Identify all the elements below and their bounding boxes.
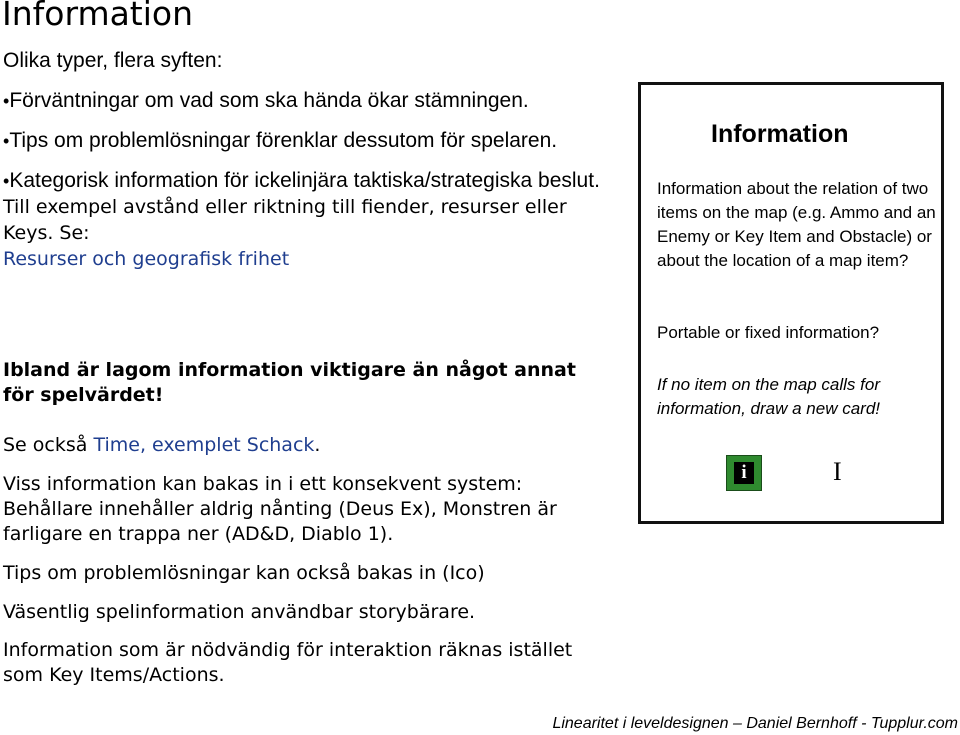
link-time-schack[interactable]: Time, exemplet Schack [93,434,315,456]
bullet-item [3,168,603,272]
paragraph-interaction: Information som är nödvändig för interaktion räknas istället som Key Items/Actions. [3,639,573,686]
info-icon [726,455,762,491]
bullet-text: Kategorisk information för ickelinjära taktiska/strategiska beslut. [9,169,600,192]
information-card [638,82,944,524]
bullet-text-verdana: Till exempel avstånd eller riktning till fiender, resurser eller Keys. Se: [3,196,567,244]
card-question: Portable or fixed information? [657,323,880,342]
bullet-dot-icon: • [3,171,10,191]
page-title: Information [2,0,194,33]
see-also-line [3,433,320,458]
emphasis-text [3,358,603,408]
paragraph-story: Väsentlig spelinformation användbar storybärare. [3,601,476,623]
see-also-prefix: Se också [3,434,94,456]
bullet-item [3,128,613,154]
card-letter: I [833,457,842,486]
intro-text: Olika typer, flera syften: [3,49,223,72]
paragraph-ico: Tips om problemlösningar kan också bakas in (Ico) [3,562,485,584]
bullet-dot-icon: • [3,91,10,111]
bullet-text: Förväntningar om vad som ska hända ökar stämningen. [9,89,529,112]
bullet-text: Tips om problemlösningar förenklar dessutom för spelaren. [9,129,558,152]
card-note: If no item on the map calls for information, draw a new card! [657,375,880,418]
bullet-item [3,88,613,114]
card-description: Information about the relation of two items on the map (e.g. Ammo and an Enemy or Key Item and Obstacle) or about the location of a map item? [657,179,936,270]
footer-credit: Linearitet i leveldesignen – Daniel Bernhoff - Tupplur.com [552,715,958,732]
see-also-suffix: . [314,434,321,456]
bullet-dot-icon: • [3,131,10,151]
paragraph-system: Viss information kan bakas in i ett konsekvent system: Behållare innehåller aldrig nånting (Deus Ex), Monstren är farligare en trappa ner (AD&D, Diablo 1). [3,473,557,545]
link-resurser[interactable]: Resurser och geografisk frihet [3,248,290,270]
card-title: Information [711,120,849,148]
emphasis-content: Ibland är lagom information viktigare än något annat för spelvärdet! [3,359,576,406]
info-icon-glyph: i [734,462,754,484]
bullet-list [3,88,613,286]
